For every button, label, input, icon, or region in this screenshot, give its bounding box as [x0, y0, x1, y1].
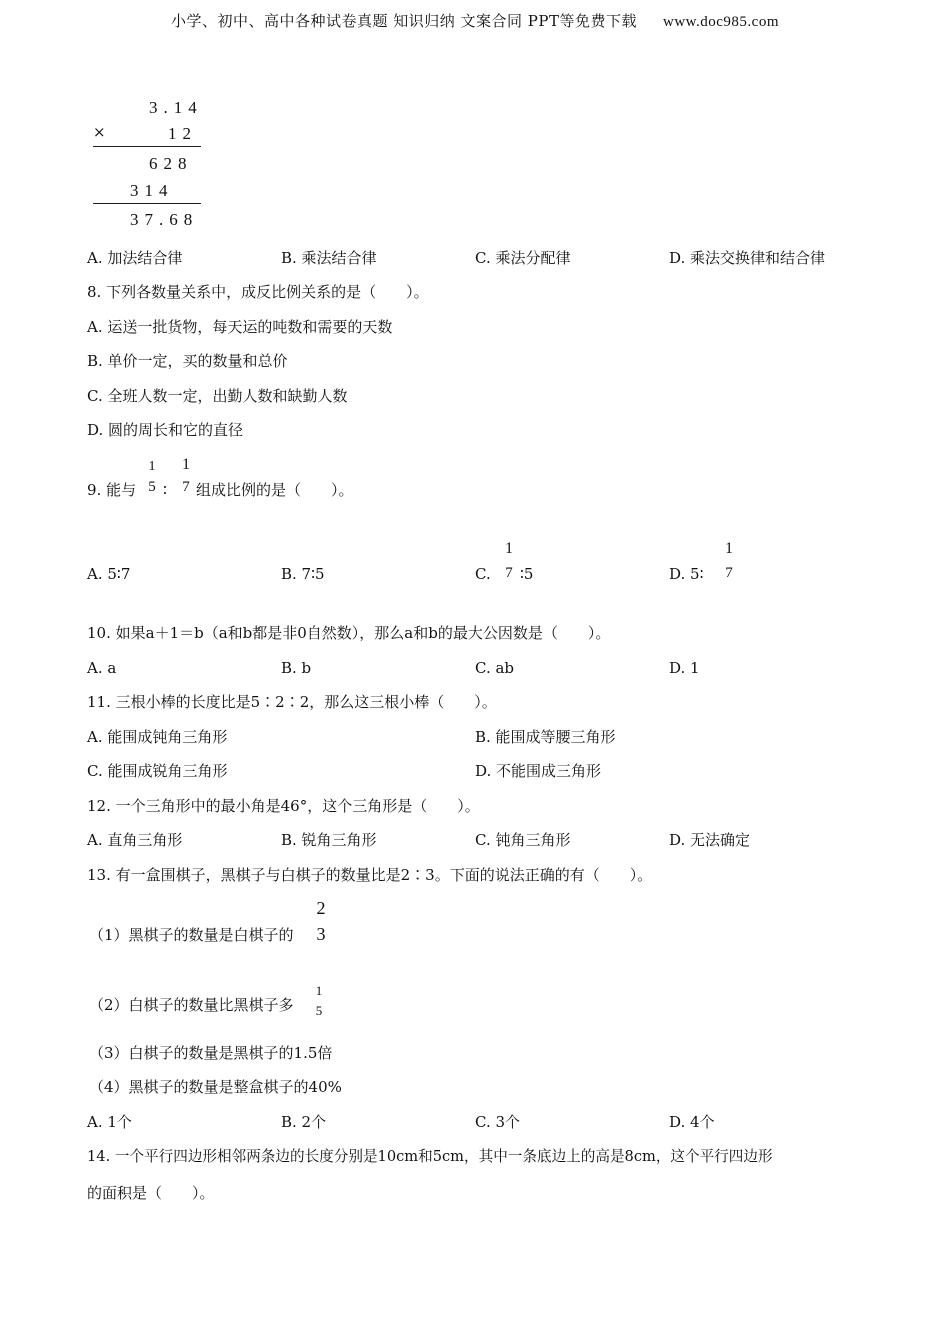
- q12-option-c[interactable]: C. 钝角三角形: [475, 831, 571, 849]
- q13-statement-2: （2）白棋子的数量比黑棋子多: [89, 996, 294, 1014]
- q13-statement-4: （4）黑棋子的数量是整盒棋子的40%: [89, 1078, 342, 1096]
- q9-fraction-2: [179, 457, 193, 495]
- q12-stem: 12. 一个三角形中的最小角是46°，这个三角形是（ ）。: [87, 797, 480, 815]
- q11-stem: 11. 三根小棒的长度比是5∶2∶2，那么这三根小棒（ ）。: [87, 693, 497, 711]
- q7-option-a[interactable]: A. 加法结合律: [87, 249, 183, 267]
- q13-option-d[interactable]: D. 4个: [669, 1113, 715, 1131]
- times-sign: ×: [93, 123, 106, 141]
- q9-option-a[interactable]: A. 5∶7: [87, 565, 131, 583]
- q9-option-d-fraction: [722, 541, 736, 581]
- q12-option-d[interactable]: D. 无法确定: [669, 831, 751, 849]
- q10-option-d[interactable]: D. 1: [669, 659, 700, 677]
- q9-fraction-2-den: 7: [182, 479, 190, 495]
- q8-stem: 8. 下列各数量关系中，成反比例关系的是（ ）。: [87, 283, 429, 301]
- q13-statement-1-fraction: [313, 899, 329, 943]
- q9-colon: ∶: [163, 481, 167, 499]
- q9-option-d-num: 1: [725, 540, 733, 557]
- q9-fraction-1-num: 1: [148, 459, 156, 474]
- q12-option-b[interactable]: B. 锐角三角形: [281, 831, 377, 849]
- header-text: 小学、初中、高中各种试卷真题 知识归纳 文案合同 PPT等免费下载: [170, 12, 637, 30]
- q10-option-c[interactable]: C. ab: [475, 659, 515, 677]
- q11-option-a[interactable]: A. 能围成钝角三角形: [87, 728, 228, 746]
- calc-line-2: [93, 203, 201, 204]
- q13-s2-num: 1: [315, 983, 323, 998]
- q9-prefix: 9. 能与: [87, 481, 137, 499]
- q7-option-c[interactable]: C. 乘法分配律: [475, 249, 571, 267]
- calc-partial-1: 628: [149, 154, 193, 173]
- q14-stem-line-2: 的面积是（ ）。: [87, 1184, 215, 1202]
- q9-option-d-den: 7: [725, 565, 733, 581]
- q13-s2-den: 5: [315, 1003, 323, 1018]
- calc-multiplier: 12: [168, 124, 197, 143]
- q9-suffix: 组成比例的是（ ）。: [196, 481, 354, 499]
- q10-option-a[interactable]: A. a: [87, 659, 117, 677]
- q9-option-c-fraction: [502, 541, 516, 581]
- q9-option-c-label: C.: [475, 565, 491, 583]
- q9-option-c-rest: ∶5: [520, 565, 534, 583]
- q9-fraction-1: [145, 460, 159, 495]
- q13-s1-den: 3: [316, 924, 326, 944]
- q9-fraction-2-num: 1: [182, 456, 190, 473]
- q14-stem-line-1: 14. 一个平行四边形相邻两条边的长度分别是10cm和5cm，其中一条底边上的高是8cm，这个平行四边形: [87, 1148, 773, 1165]
- q9-option-b[interactable]: B. 7∶5: [281, 565, 325, 583]
- q12-option-a[interactable]: A. 直角三角形: [87, 831, 183, 849]
- page-header: [0, 14, 950, 30]
- calc-partial-2: 314: [130, 181, 174, 200]
- q8-option-c[interactable]: C. 全班人数一定，出勤人数和缺勤人数: [87, 387, 348, 405]
- q7-option-d[interactable]: D. 乘法交换律和结合律: [669, 249, 826, 267]
- q9-option-c-den: 7: [505, 565, 513, 581]
- calc-product: 37.68: [130, 210, 199, 229]
- calc-line-1: [93, 146, 201, 147]
- q13-statement-2-fraction: [313, 984, 325, 1017]
- q13-option-b[interactable]: B. 2个: [281, 1113, 327, 1131]
- q10-option-b[interactable]: B. b: [281, 659, 312, 677]
- q13-option-c[interactable]: C. 3个: [475, 1113, 521, 1131]
- q13-s1-num: 2: [316, 898, 326, 918]
- header-url[interactable]: www.doc985.com: [662, 14, 779, 30]
- q11-option-d[interactable]: D. 不能围成三角形: [475, 762, 602, 780]
- q7-option-b[interactable]: B. 乘法结合律: [281, 249, 377, 267]
- calc-multiplicand: 3.14: [149, 98, 203, 117]
- q8-option-d[interactable]: D. 圆的周长和它的直径: [87, 421, 244, 439]
- q13-stem: 13. 有一盒围棋子，黑棋子与白棋子的数量比是2∶3。下面的说法正确的有（ ）。: [87, 866, 653, 884]
- q10-stem: 10. 如果a＋1＝b（a和b都是非0自然数），那么a和b的最大公因数是（ ）。: [87, 624, 611, 642]
- q8-option-b[interactable]: B. 单价一定，买的数量和总价: [87, 352, 288, 370]
- q11-option-b[interactable]: B. 能围成等腰三角形: [475, 728, 616, 746]
- q9-option-c-num: 1: [505, 540, 513, 557]
- q8-option-a[interactable]: A. 运送一批货物，每天运的吨数和需要的天数: [87, 318, 393, 336]
- q9-fraction-1-den: 5: [148, 479, 156, 495]
- q9-option-d-label: D. 5∶: [669, 565, 704, 583]
- q11-option-c[interactable]: C. 能围成锐角三角形: [87, 762, 228, 780]
- q13-statement-1: （1）黑棋子的数量是白棋子的: [89, 926, 294, 944]
- q13-option-a[interactable]: A. 1个: [87, 1113, 132, 1131]
- q13-statement-3: （3）白棋子的数量是黑棋子的1.5倍: [89, 1044, 333, 1062]
